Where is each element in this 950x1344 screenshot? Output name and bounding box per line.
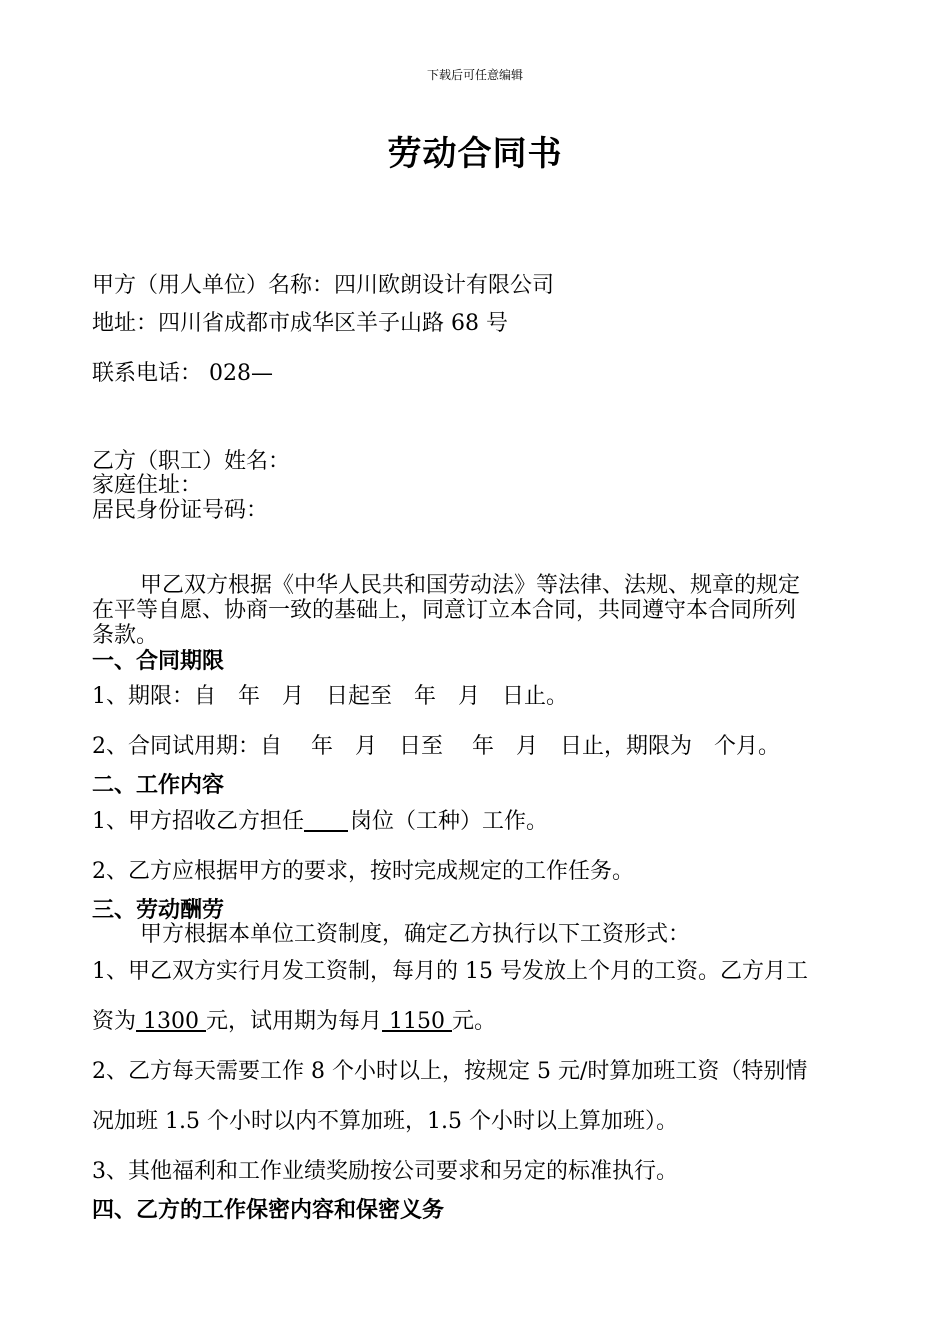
section-2-heading: 二、工作内容 <box>92 772 225 798</box>
party-a-phone: 联系电话： 028— <box>92 361 273 386</box>
section-1-item-1: 1、期限：自 年 月 日起至 年 月 日止。 <box>92 684 568 709</box>
section-3-item-3: 3、其他福利和工作业绩奖励按公司要求和另定的标准执行。 <box>92 1159 678 1184</box>
probation-salary-value: 1150 <box>382 1009 452 1034</box>
section-2-item-2: 2、乙方应根据甲方的要求，按时完成规定的工作任务。 <box>92 859 634 884</box>
salary-pre: 资为 <box>92 1009 137 1034</box>
section-3-item-1-line-2 <box>92 1008 496 1036</box>
section-4-heading: 四、乙方的工作保密内容和保密义务 <box>92 1197 445 1223</box>
section-1-heading: 一、合同期限 <box>92 648 225 674</box>
preamble-line-2: 在平等自愿、协商一致的基础上，同意订立本合同，共同遵守本合同所列 <box>92 598 797 623</box>
section-1-item-2: 2、合同试用期：自 年 月 日至 年 月 日止，期限为 个月。 <box>92 734 780 759</box>
party-b-name: 乙方（职工）姓名： <box>92 449 291 474</box>
section-3-heading: 三、劳动酬劳 <box>92 897 225 923</box>
party-b-address: 家庭住址： <box>92 473 203 498</box>
party-b-id: 居民身份证号码： <box>92 498 269 523</box>
document-title: 劳动合同书 <box>387 134 563 174</box>
salary-post: 元。 <box>452 1009 497 1034</box>
section-3-intro: 甲方根据本单位工资制度，确定乙方执行以下工资形式： <box>140 922 691 947</box>
preamble-line-3: 条款。 <box>92 623 159 648</box>
monthly-salary-value: 1300 <box>136 1009 206 1034</box>
party-a-address: 地址：四川省成都市成华区羊子山路 68 号 <box>92 311 508 336</box>
preamble-line-1: 甲乙双方根据《中华人民共和国劳动法》等法律、法规、规章的规定 <box>140 573 801 598</box>
salary-mid: 元，试用期为每月 <box>206 1009 383 1034</box>
position-blank <box>304 808 348 832</box>
section-3-item-1-line-1: 1、甲乙双方实行月发工资制，每月的 15 号发放上个月的工资。乙方月工 <box>92 959 808 984</box>
section-2-item-1-post: 岗位（工种）工作。 <box>350 809 549 834</box>
section-3-item-2-line-1: 2、乙方每天需要工作 8 个小时以上，按规定 5 元/时算加班工资（特别情 <box>92 1059 808 1084</box>
section-2-item-1-pre: 1、甲方招收乙方担任 <box>92 809 304 834</box>
party-a-name: 甲方（用人单位）名称：四川欧朗设计有限公司 <box>92 273 555 298</box>
section-2-item-1 <box>92 808 548 836</box>
section-3-item-2-line-2: 况加班 1.5 个小时以内不算加班，1.5 个小时以上算加班）。 <box>92 1109 678 1134</box>
header-note: 下载后可任意编辑 <box>426 68 523 82</box>
